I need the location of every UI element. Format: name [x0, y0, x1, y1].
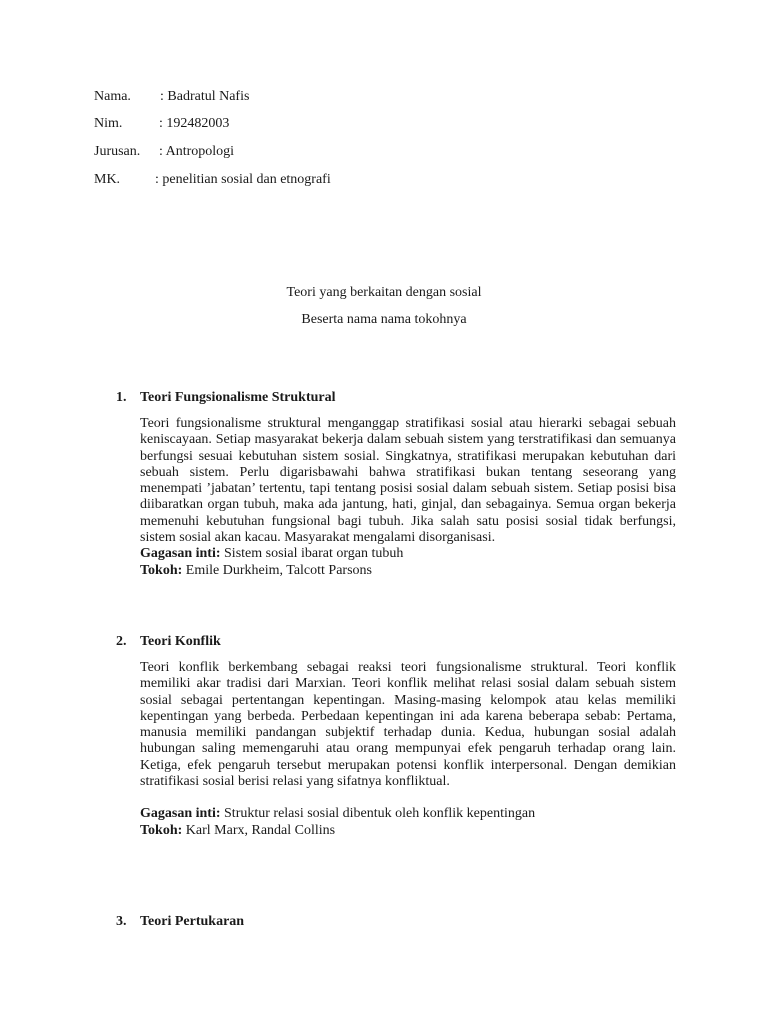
jurusan-value: : Antropologi — [159, 144, 235, 159]
gagasan-inti — [140, 546, 676, 562]
tokoh — [140, 823, 676, 839]
mk-value: : penelitian sosial dan etnografi — [155, 172, 331, 187]
document-subtitle: Beserta nama nama tokohnya — [301, 312, 467, 327]
document-title: Teori yang berkaitan dengan sosial — [286, 285, 482, 300]
section-number: 3. — [116, 914, 127, 929]
section-1 — [116, 388, 676, 579]
jurusan-label: Jurusan. — [94, 144, 141, 159]
gagasan-label: Gagasan inti: — [140, 546, 221, 562]
section-title: Teori Pertukaran — [140, 914, 245, 929]
gagasan-label: Gagasan inti: — [140, 806, 221, 822]
section-3 — [116, 912, 676, 932]
tokoh-label: Tokoh: — [140, 562, 183, 578]
section-heading — [116, 912, 676, 932]
section-title: Teori Fungsionalisme Struktural — [140, 390, 336, 405]
tokoh-label: Tokoh: — [140, 822, 183, 838]
nama-value: : Badratul Nafis — [160, 89, 250, 104]
mk-label: MK. — [94, 172, 121, 187]
section-heading — [116, 388, 676, 408]
section-body: Teori fungsionalisme struktural menganggap stratifikasi sosial atau hierarki sebagai sebuah keniscayaan. Setiap masyarakat bekerja dalam sebuah sistem yang terstratifikasi dan semuanya berfungsi sesuai kebutuhan sistem sosial. Singkatnya, stratifikasi merupakan kebutuhan dari sebuah sistem. Perlu digarisbawahi bahwa stratifikasi bukan tentang seseorang yang menempati ’jabatan’ tertentu, tapi tentang posisi sosial dalam sebuah sistem. Setiap posisi bisa diibaratkan organ tubuh, maka ada jantung, hati, ginjal, dan sebagainya. Semua organ bekerja memenuhi kebutuhan fungsional bagi tubuh. Jika salah satu posisi sosial tidak berfungsi, sistem sosial akan kacau. Masyarakat mengalami disorganisasi. — [140, 416, 676, 546]
gagasan-value: Sistem sosial ibarat organ tubuh — [220, 546, 404, 562]
section-number: 2. — [116, 634, 127, 649]
section-2 — [116, 632, 676, 839]
section-number: 1. — [116, 390, 127, 405]
nim-label: Nim. — [94, 116, 123, 131]
tokoh-value: Karl Marx, Randal Collins — [182, 822, 336, 838]
section-heading — [116, 632, 676, 652]
gagasan-value: Struktur relasi sosial dibentuk oleh konflik kepentingan — [220, 806, 536, 822]
nim-value: : 192482003 — [159, 116, 230, 131]
tokoh-value: Emile Durkheim, Talcott Parsons — [182, 562, 372, 578]
gagasan-inti — [140, 806, 676, 822]
section-title: Teori Konflik — [140, 634, 221, 649]
tokoh — [140, 563, 676, 579]
section-body: Teori konflik berkembang sebagai reaksi teori fungsionalisme struktural. Teori konflik memiliki akar tradisi dari Marxian. Teori konflik melihat relasi sosial dalam sebuah sistem sosial sebagai pertentangan kepentingan. Masing-masing kelompok atau kelas memiliki kepentingan yang berbeda. Perbedaan kepentingan ini ada karena beberapa sebab: Pertama, manusia memiliki pandangan subjektif terhadap dunia. Kedua, hubungan sosial adalah hubungan saling memengaruhi atau orang mempunyai efek pengaruh terhadap orang lain. Ketiga, efek pengaruh tersebut merupakan potensi konflik interpersonal. Dengan demikian stratifikasi sosial berisi relasi yang sifatnya konfliktual. — [140, 660, 676, 790]
nama-label: Nama. — [94, 89, 131, 104]
